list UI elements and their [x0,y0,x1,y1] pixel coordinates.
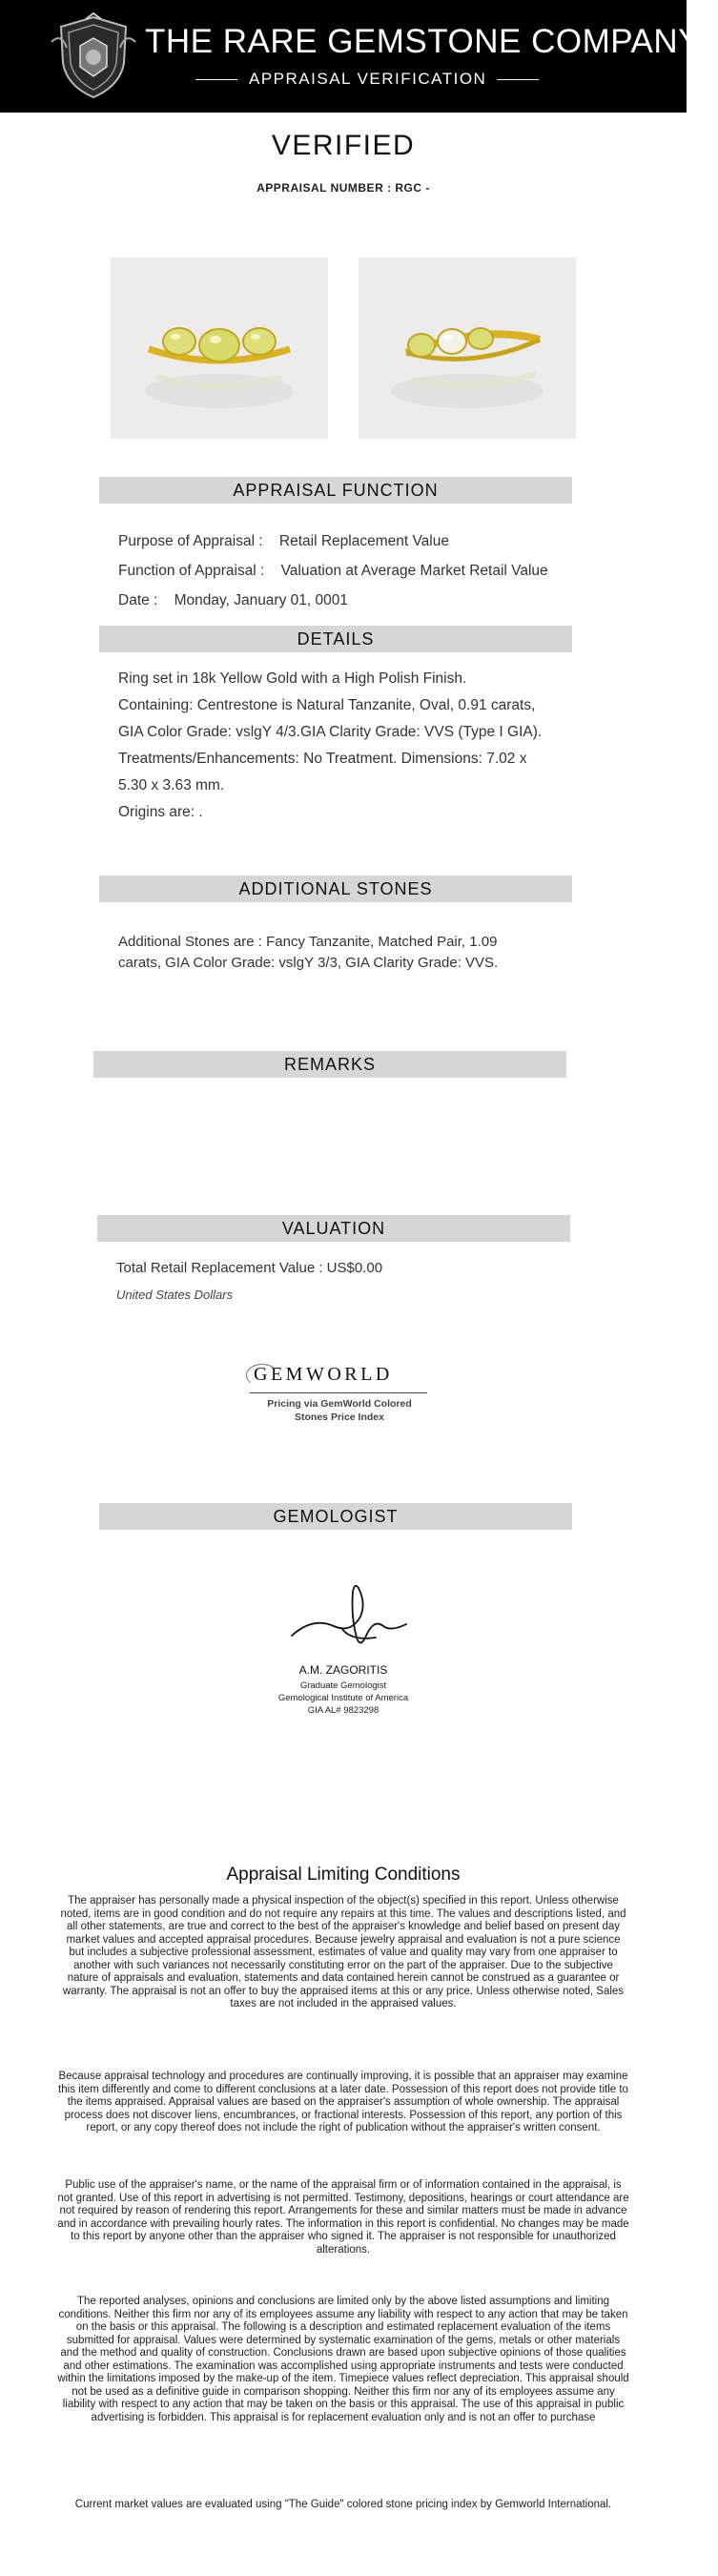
brand-text: THE RARE GEMSTONE COMPANY [145,23,701,60]
gemworld-badge [246,1364,437,1424]
signature-icon [284,1578,418,1655]
details-line-2: Containing: Centrestone is Natural Tanzanite, Oval, 0.91 carats, [118,697,536,713]
gemworld-rule [250,1392,427,1393]
details-line-5: 5.30 x 3.63 mm. [118,777,225,793]
date-value: Monday, January 01, 0001 [174,592,348,608]
currency-note: United States Dollars [116,1288,234,1302]
subtitle-row [195,69,539,90]
function-label: Function of Appraisal : [118,563,265,579]
gemworld-caption-1: Pricing via GemWorld Colored [267,1398,412,1410]
ring-photo-side [359,258,576,439]
brand-name [145,23,718,61]
gemologist-name: A.M. ZAGORITIS [298,1663,388,1677]
additional-line-1: Additional Stones are : Fancy Tanzanite, Matched Pair, 1.09 [118,934,498,950]
gemworld-wordmark: GEMWORLD [254,1364,393,1385]
subtitle-rule-right [497,79,539,80]
limiting-conditions-title: Appraisal Limiting Conditions [226,1865,461,1885]
function-value: Valuation at Average Market Retail Value [280,563,548,579]
section-additional-stones: ADDITIONAL STONES [99,876,572,902]
gemologist-gia-number: GIA AL# 9823298 [307,1705,380,1716]
additional-line-2: carats, GIA Color Grade: vslgY 3/3, GIA Clarity Grade: VVS. [118,955,499,971]
gemworld-logo [246,1364,437,1389]
gemologist-title: Graduate Gemologist [299,1680,387,1691]
section-remarks: REMARKS [93,1051,566,1078]
ring-photo-front [111,258,328,439]
crest-logo-icon [48,13,139,101]
date-row [118,587,348,614]
limiting-paragraph-1: The appraiser has personally made a physical inspection of the object(s) specified in this report. Unless otherwise noted, items are in good condition and do not require any repairs at this time. The values and descriptions listed, and all other statements, are true and correct to the best of the appraiser's knowledge and belief based on present day market values and accepted appraisal procedures. Because jewelry appraisal and evaluation is not a pure science but includes a subjective professional assessment, estimates of value and quality may vary from one appraiser to another with such variances not necessarily constituting error on the part of the appraiser. Due to the subjective nature of appraisals and evaluation, statements and data contained herein cannot be construed as a guarantee or warranty. The appraisal is not an offer to buy the appraised items at this or any price. Unless otherwise noted, Sales taxes are not included in the appraised values. [60,1895,626,2009]
trademark: TM [704,27,718,36]
section-details: DETAILS [99,626,572,652]
limiting-paragraph-4: The reported analyses, opinions and conclusions are limited only by the above listed assumptions and limiting conditions. Neither this firm nor any of its employees assume any liability with respect to any action that may be taken on the basis or this appraisal. The following is a description and estimated replacement evaluation of the items submitted for appraisal. Values were determined by systematic examination of the gems, metals or other materials and the method and quality of construction. Conclusions drawn are based upon subjective opinions of those qualities and other estimations. The examination was accomplished using appropriate instruments and tests were conducted within the limitations imposed by the make-up of the item. Timepiece values reflect depreciation. This appraisal should not be used as a definitive guide in comparison shopping. Neither this firm nor any of its employees assume any liability with respect to any action that may be taken on the basis or this appraisal. The use of this appraisal in public advertising is forbidden. This appraisal is for replacement evaluation only and is not an offer to purchase [57,2296,629,2423]
purpose-value: Retail Replacement Value [278,533,449,549]
purpose-row [118,528,449,555]
gemworld-swoosh-icon [246,1364,278,1387]
section-gemologist: GEMOLOGIST [99,1503,572,1530]
details-line-3: GIA Color Grade: vslgY 4/3.GIA Clarity Grade: VVS (Type I GIA). [118,724,543,740]
purpose-label: Purpose of Appraisal : [118,533,263,549]
verified-status: VERIFIED [271,130,416,161]
subtitle-rule-left [195,79,237,80]
limiting-paragraph-5: Current market values are evaluated using "The Guide" colored stone pricing index by Gemworld International. [74,2499,612,2510]
total-value: Total Retail Replacement Value : US$0.00 [116,1260,383,1276]
function-row [118,558,548,585]
limiting-paragraph-2: Because appraisal technology and procedures are continually improving, it is possible that an appraiser may examine this item differently and come to different conclusions at a later date. Possession of this report does not provide title to the items appraised. Appraisal values are based on the appraiser's assumption of whole ownership. The appraisal process does not discover liens, encumbrances, or fractional interests. Possession of this report, any portion of this report, or any copy thereof does not include the right of publication without the appraiser's written consent. [58,2071,628,2133]
header-banner [0,0,718,113]
gemworld-caption-2: Stones Price Index [295,1412,384,1423]
gemologist-institute: Gemological Institute of America [277,1693,409,1703]
subtitle: APPRAISAL VERIFICATION [249,70,487,88]
section-appraisal-function: APPRAISAL FUNCTION [99,477,572,504]
details-line-4: Treatments/Enhancements: No Treatment. Dimensions: 7.02 x [118,751,527,767]
section-valuation: VALUATION [97,1215,570,1242]
date-label: Date : [118,592,158,608]
limiting-paragraph-3: Public use of the appraiser's name, or the name of the appraisal firm or of information contained in the appraisal, is not granted. Use of this report in advertising is not permitted. Testimony, depositions, hearings or court attendance are not required by reason of rendering this report. Arrangements for these and similar matters must be made in advance and in accordance with prevailing hourly rates. The information in this report is confidential. No changes may be made to this report by anyone other than the appraiser who signed it. The appraiser is not responsible for unauthorized alterations. [57,2179,629,2256]
details-origins: Origins are: . [118,804,203,820]
details-line-1: Ring set in 18k Yellow Gold with a High Polish Finish. [118,670,467,687]
appraisal-number: APPRAISAL NUMBER : RGC - [256,181,430,195]
